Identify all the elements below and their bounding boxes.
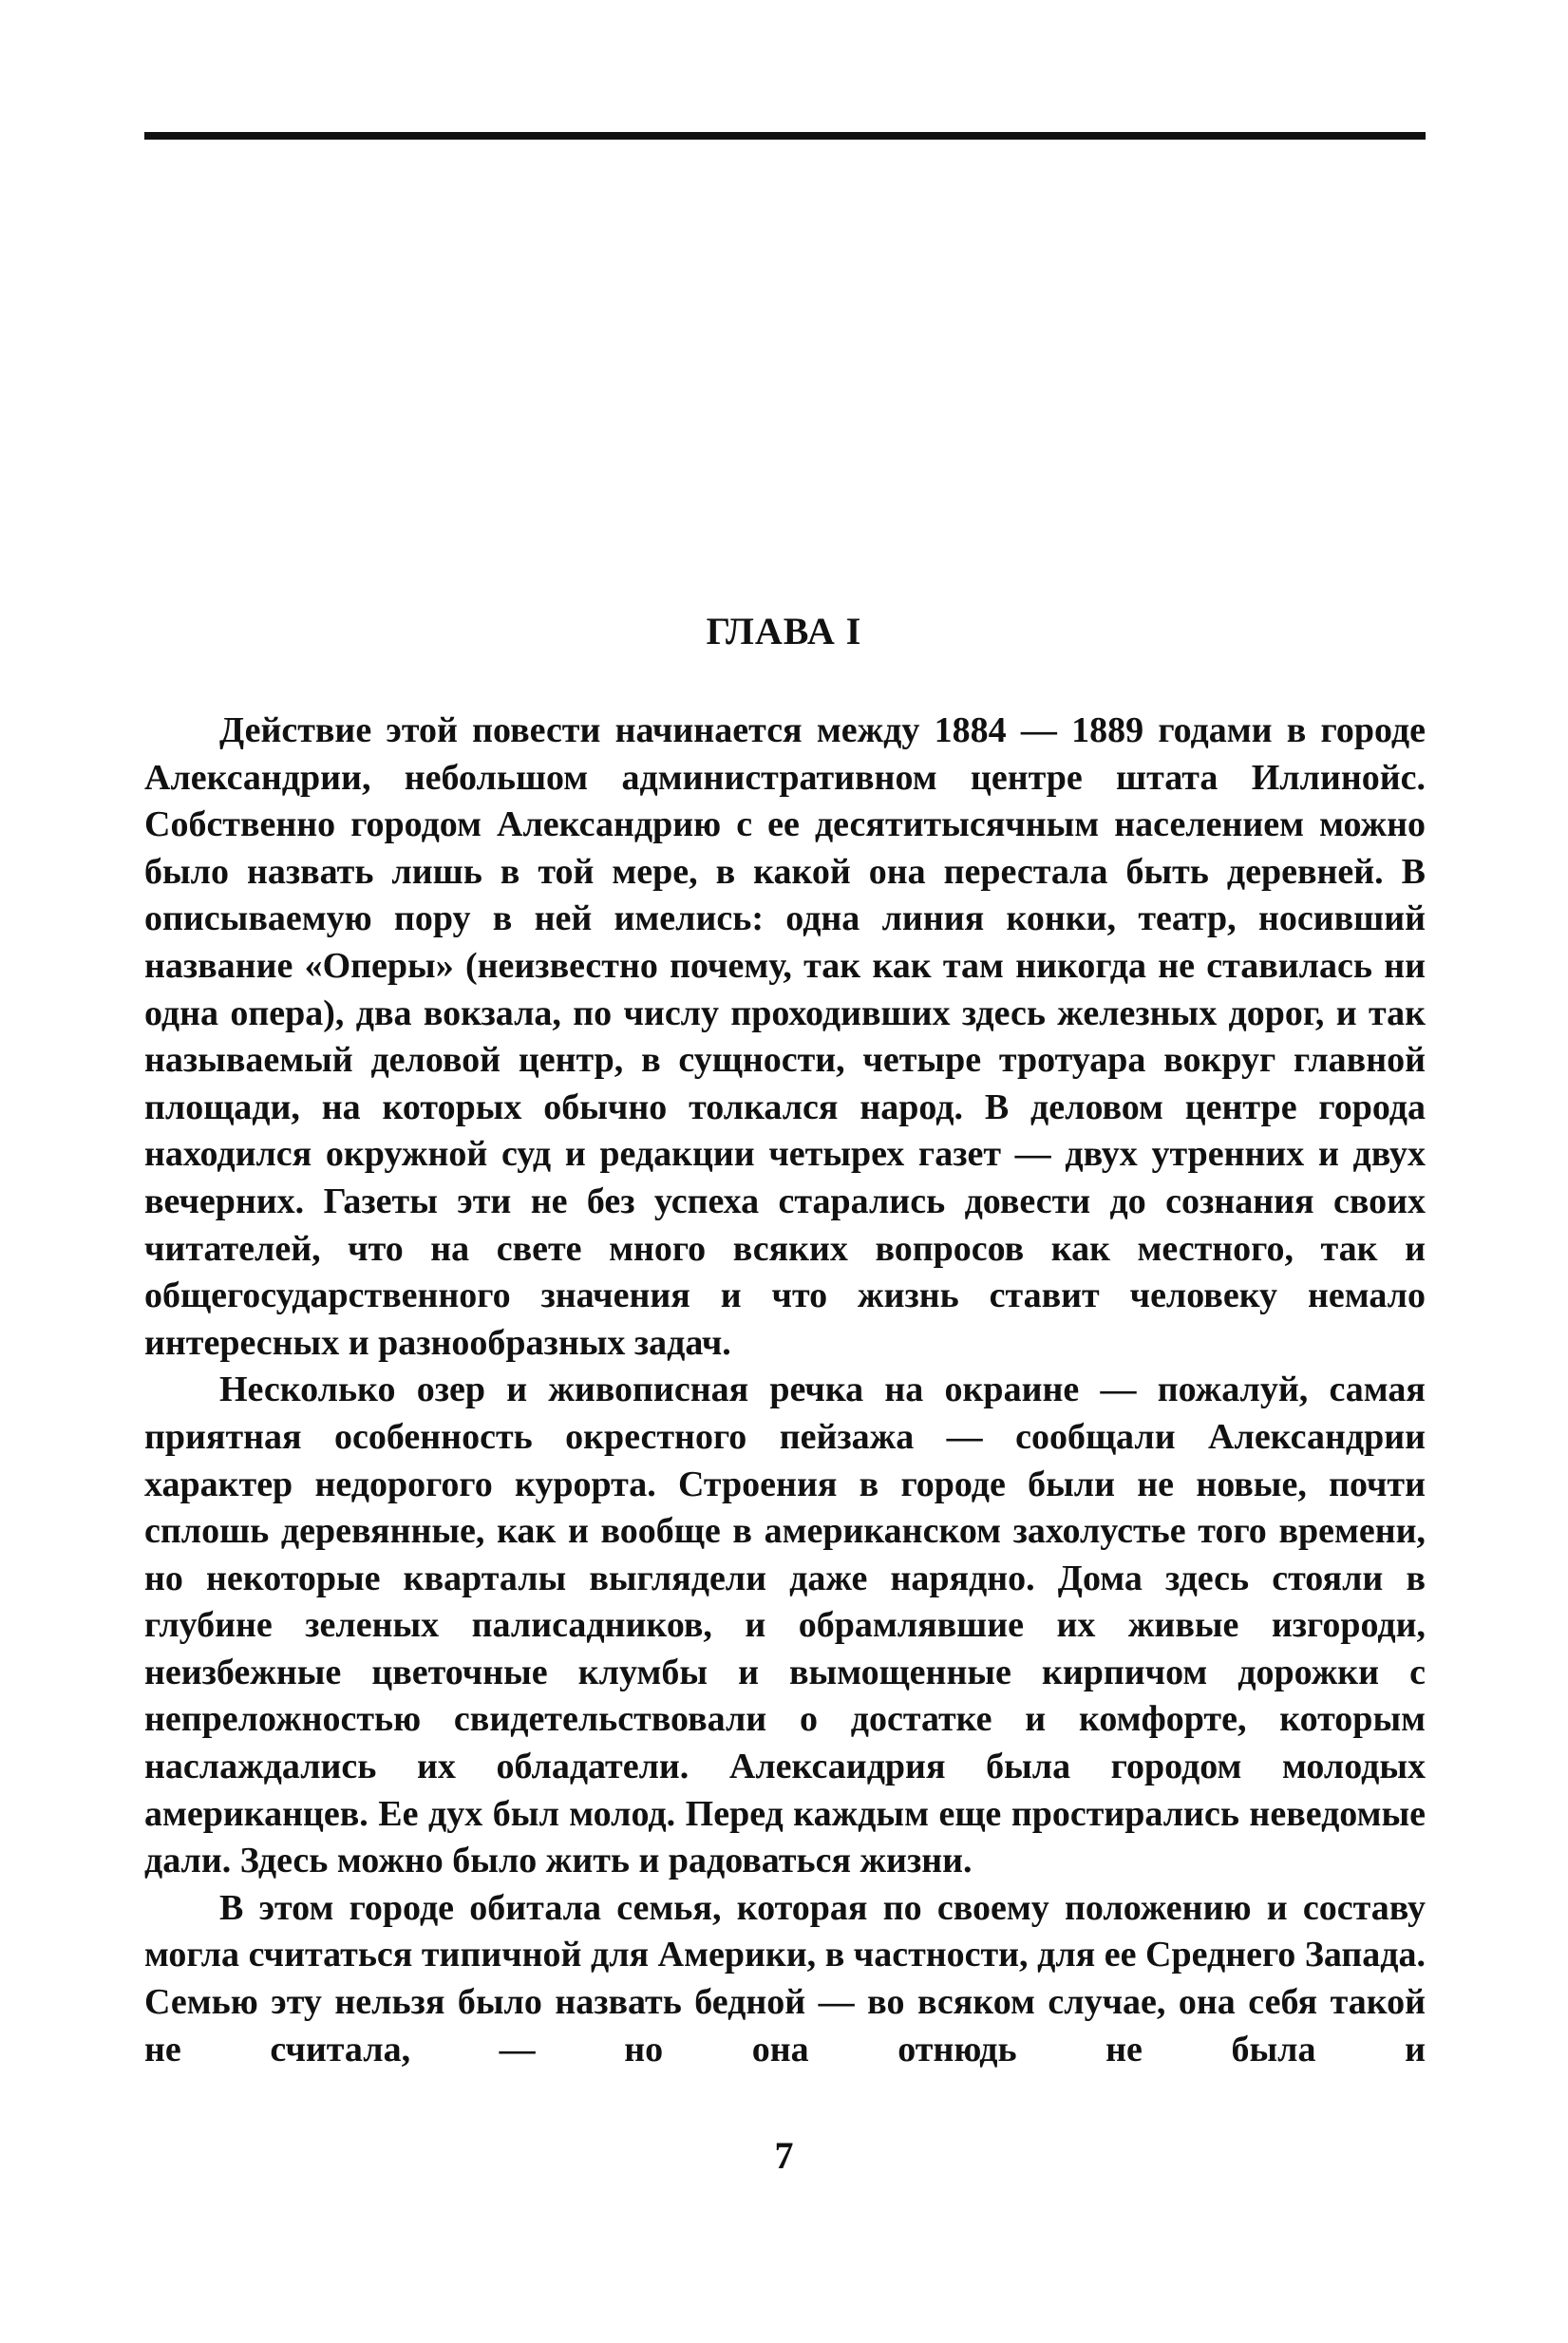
chapter-title: ГЛАВА I [706,610,862,652]
paragraph-3: В этом городе обитала семья, которая по своему положению и составу могла считаться типичной для Америки, в частности, для ее Среднего Запада. Семью эту нельзя было назвать бедной — во всяком случае, она себя такой не считала, — но она отнюдь не была и [144,1887,1426,2069]
paragraph-2: Несколько озер и живописная речка на окраине — пожалуй, самая приятная особенность окрестного пейзажа — сообщали Александрии характер недорогого курорта. Строения в городе были не новые, почти сплошь деревянные, как и вообще в американском захолустье того времени, но некоторые кварталы выглядели даже нарядно. Дома здесь стояли в глубине зеленых палисадников, и обрамлявшие их живые изгороди, неизбежные цветочные клумбы и вымощенные кирпичом дорожки с непреложностью свидетельствовали о достатке и комфорте, которым наслаждались их обладатели. Алексаидрия была городом молодых американцев. Ее дух был молод. Перед каждым еще простирались неведомые дали. Здесь можно было жить и радоваться жизни. [144,1370,1426,1881]
page-number: 7 [774,2134,794,2177]
body-text [144,708,1426,2073]
paragraph-1: Действие этой повести начинается между 1884 — 1889 годами в городе Александрии, небольшом административном центре штата Иллинойс. Собственно городом Александрию с ее десятитысячным населением можно было назвать лишь в той мере, в какой она перестала быть деревней. В описываемую пору в ней имелись: одна линия конки, театр, носивший название «Оперы» (неизвестно почему, так как там никогда не ставилась ни одна опера), два вокзала, по числу проходивших здесь железных дорог, и так называемый деловой центр, в сущности, четыре тротуара вокруг главной площади, на которых обычно толкался народ. В деловом центре города находился окружной суд и редакции четырех газет — двух утренних и двух вечерних. Газеты эти не без успеха старались довести до сознания своих читателей, что на свете много всяких вопросов как местного, так и общегосударственного значения и что жизнь ставит человеку немало интересных и разнообразных задач. [144,710,1426,1363]
top-rule [144,132,1426,140]
